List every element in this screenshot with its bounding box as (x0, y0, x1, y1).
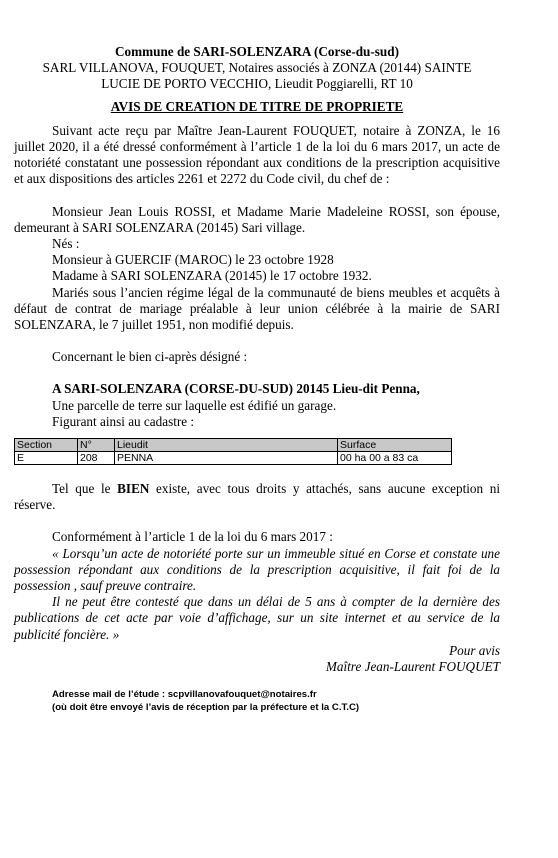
footer-note: (où doit être envoyé l’avis de réception par la préfecture et la C.T.C) (52, 701, 360, 713)
pour-avis: Pour avis (449, 642, 500, 658)
bien-paragraph (14, 481, 500, 513)
cell-lieudit: PENNA (115, 452, 338, 465)
bien-after: existe, avec tous droits y attachés, sans aucune exception ni réserve. (14, 481, 500, 513)
cadastre-header-row (15, 439, 452, 452)
col-header-surface: Surface (338, 439, 452, 452)
cadastre-table (14, 438, 452, 465)
commune-header: Commune de SARI-SOLENZARA (Corse-du-sud) (115, 44, 399, 59)
cell-section: E (15, 452, 78, 465)
bien-bold: BIEN (117, 481, 150, 497)
cadastre-intro: Figurant ainsi au cadastre : (52, 413, 195, 429)
cell-number: 208 (78, 452, 115, 465)
footer-contact (14, 689, 500, 714)
cell-surface: 00 ha 00 a 83 ca (338, 452, 452, 465)
property-description: Une parcelle de terre sur laquelle est édifié un garage. (52, 397, 337, 413)
intro-paragraph: Suivant acte reçu par Maître Jean-Laurent FOUQUET, notaire à ZONZA, le 16 juillet 2020, il a été dressé conformément à l’article 1 de la loi du 6 mars 2017, un acte de notoriété constatant une possession répondant aux conditions de la prescription acquisitive et aux dispositions des articles 2261 et 2272 du Code civil, du chef de : (14, 122, 500, 187)
born-label: Nés : (52, 236, 80, 252)
concerning-line: Concernant le bien ci-après désigné : (52, 349, 248, 365)
parties-names: Monsieur Jean Louis ROSSI, et Madame Marie Madeleine ROSSI, son épouse, demeurant à SARI SOLENZARA (20145) Sari village. (14, 203, 500, 235)
footer-email-line: Adresse mail de l’étude : scpvillanovafouquet@notaires.fr (52, 689, 317, 701)
signature-name: Maître Jean-Laurent FOUQUET (325, 659, 500, 675)
notice-document (14, 44, 500, 714)
notary-address-line: LUCIE DE PORTO VECCHIO, Lieudit Poggiarelli, RT 10 (101, 76, 413, 92)
law-quote-1: « Lorsqu’un acte de notoriété porte sur un immeuble situé en Corse et constate une possession répondant aux conditions de la prescription acquisitive, il fait foi de la possession , sauf preuve contraire. (14, 545, 500, 594)
bien-before: Tel que le (52, 481, 118, 497)
notice-title: AVIS DE CREATION DE TITRE DE PROPRIETE (110, 98, 404, 114)
col-header-lieudit: Lieudit (115, 439, 338, 452)
marriage-paragraph: Mariés sous l’ancien régime légal de la communauté de biens meubles et acquêts à défaut de contrat de mariage préalable à leur union célébrée à la mairie de SARI SOLENZARA, le 7 juillet 1951, non modifié depuis. (14, 284, 500, 333)
born-madame: Madame à SARI SOLENZARA (20145) le 17 octobre 1932. (52, 268, 372, 284)
notary-firm-line: SARL VILLANOVA, FOUQUET, Notaires associés à ZONZA (20144) SAINTE (42, 60, 472, 76)
law-quote-2: Il ne peut être contesté que dans un délai de 5 ans à compter de la dernière des publications de cet acte par voie d’affichage, sur un site internet et au service de la publicité foncière. » (14, 594, 500, 642)
property-location: A SARI-SOLENZARA (CORSE-DU-SUD) 20145 Lieu-dit Penna, (52, 381, 420, 397)
born-monsieur: Monsieur à GUERCIF (MAROC) le 23 octobre 1928 (52, 252, 334, 268)
table-row (15, 452, 452, 465)
col-header-section: Section (15, 439, 78, 452)
law-intro: Conformément à l’article 1 de la loi du 6 mars 2017 : (52, 529, 333, 545)
col-header-number: N° (78, 439, 115, 452)
